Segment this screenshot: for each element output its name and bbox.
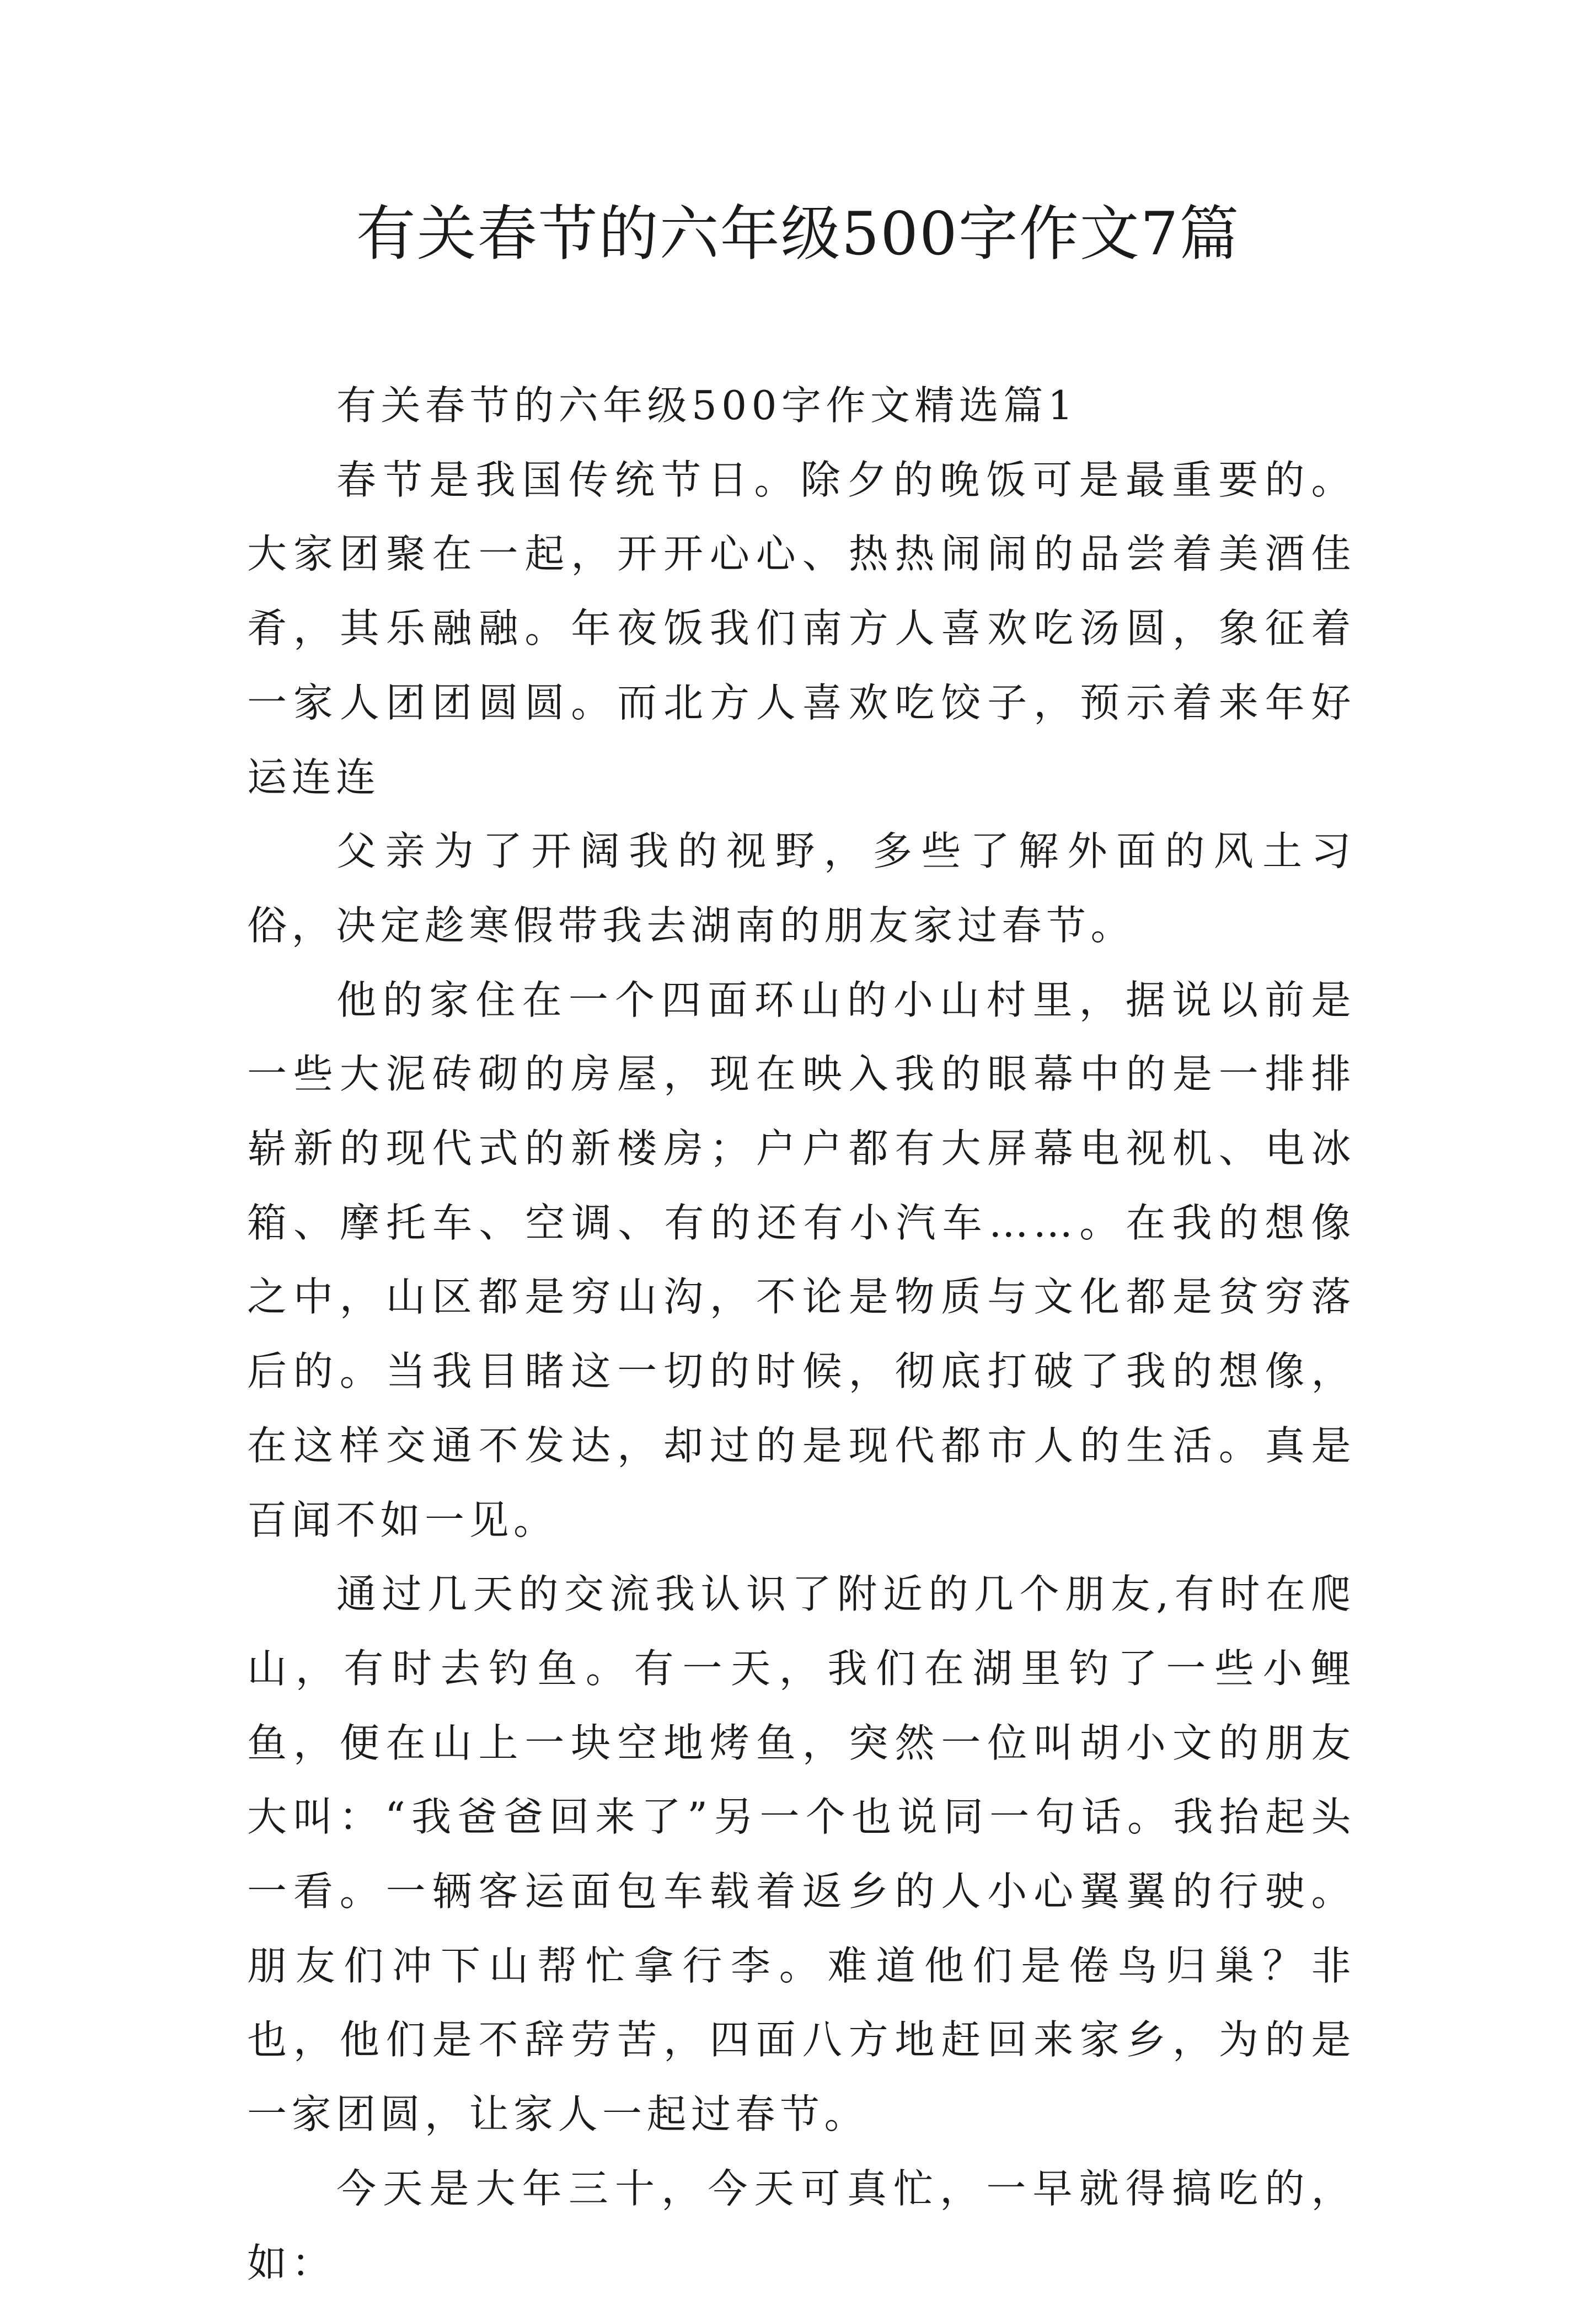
- paragraph: 父亲为了开阔我的视野，多些了解外面的风土习俗，决定趁寒假带我去湖南的朋友家过春节。: [247, 828, 1356, 949]
- paragraph: 他的家住在一个四面环山的小山村里，据说以前是一些大泥砖砌的房屋，现在映入我的眼幕中的是一排排崭新的现代式的新楼房；户户都有大屏幕电视机、电冰箱、摩托车、空调、有的还有小汽车……。在我的想像之中，山区都是穷山沟，不论是物质与文化都是贫穷落后的。当我目睹这一切的时候，彻底打破了我的想像，在这样交通不发达，却过的是现代都市人的生活。真是百闻不如一见。: [247, 976, 1356, 1543]
- paragraph: 通过几天的交流我认识了附近的几个朋友,有时在爬山，有时去钓鱼。有一天，我们在湖里钓了一些小鲤鱼，便在山上一块空地烤鱼，突然一位叫胡小文的朋友大叫：“我爸爸回来了”另一个也说同一句话。我抬起头一看。一辆客运面包车载着返乡的人小心翼翼的行驶。朋友们冲下山帮忙拿行李。难道他们是倦鸟归巢？非也，他们是不辞劳苦，四面八方地赶回来家乡，为的是一家团圆，让家人一起过春节。: [247, 1571, 1356, 2138]
- paragraph: 春节是我国传统节日。除夕的晚饭可是最重要的。大家团聚在一起，开开心心、热热闹闹的品尝着美酒佳肴，其乐融融。年夜饭我们南方人喜欢吃汤圆，象征着一家人团团圆圆。而北方人喜欢吃饺子，预示着来年好运连连: [247, 456, 1356, 800]
- essay-subheading: 有关春节的六年级500字作文精选篇1: [336, 382, 1078, 429]
- document-body: [247, 368, 1356, 2300]
- paragraph: 今天是大年三十，今天可真忙，一早就得搞吃的，如：: [247, 2165, 1356, 2286]
- document-title: 有关春节的六年级500字作文7篇: [356, 200, 1240, 269]
